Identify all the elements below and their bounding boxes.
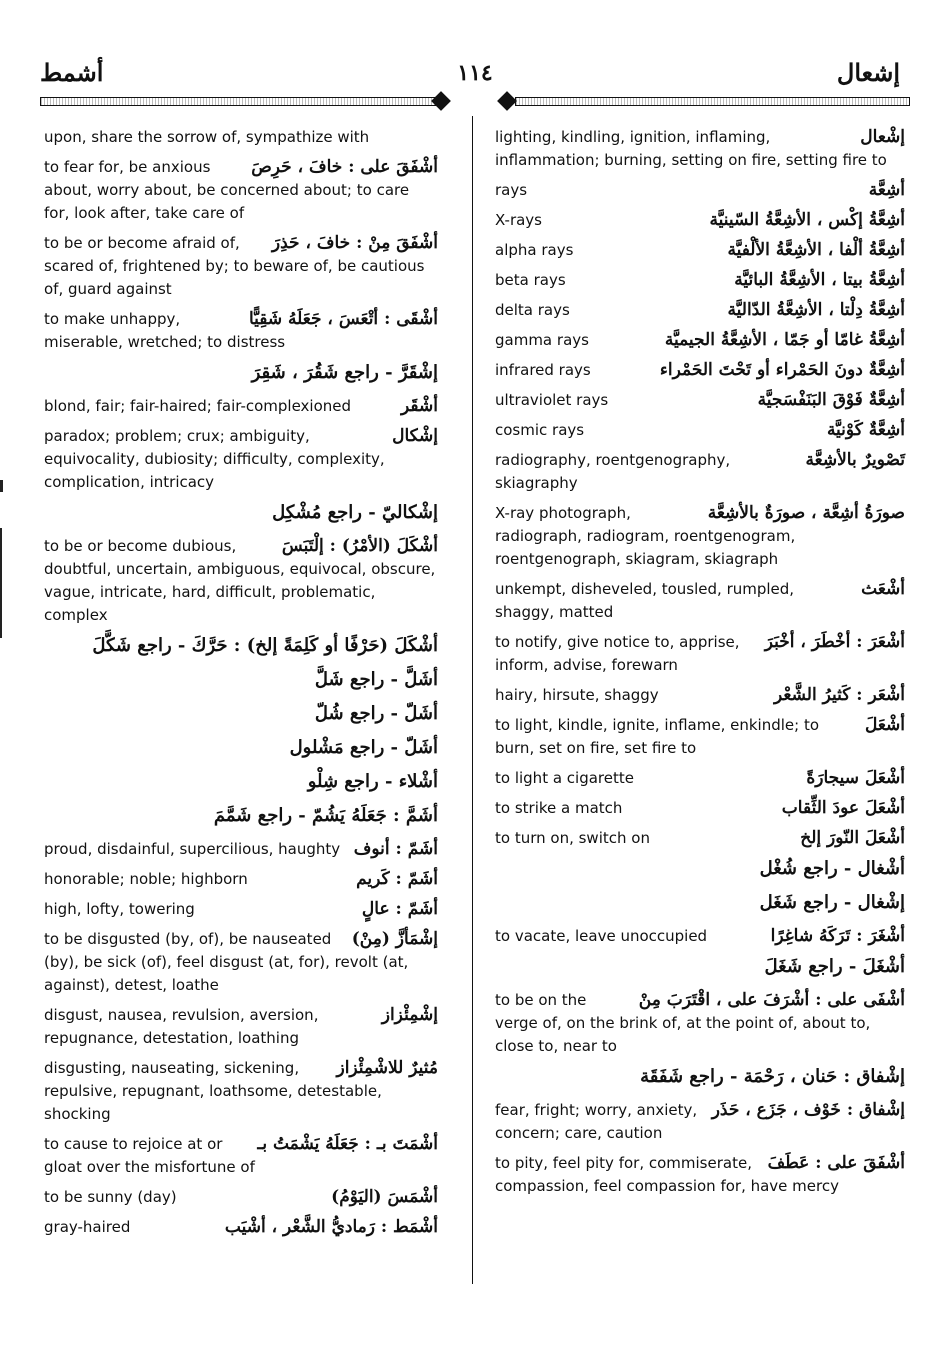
arabic-headword: أشِعَّةُ إكْس ، الأشِعَّةُ السّينيَّة [709, 210, 905, 230]
english-definition: gray-haired [44, 1218, 131, 1236]
dictionary-entry [44, 361, 438, 384]
arabic-headword: أشْعَرَ : أخْطَرَ ، أخْبَرَ [764, 632, 905, 652]
dictionary-entry [495, 299, 905, 322]
arabic-headword: أشِعَّةُ بيتا ، الأشِعَّةُ البائيَّة [734, 270, 905, 290]
english-definition: to be sunny (day) [44, 1188, 177, 1206]
arabic-headword: أشْعَلَ عودَ الثِّقاب [781, 798, 905, 818]
dictionary-entry [44, 928, 438, 997]
dictionary-entry [495, 631, 905, 677]
dictionary-entry [495, 329, 905, 352]
dictionary-entry [44, 634, 438, 657]
english-definition: to be on the verge of, on the brink of, at the point of, about to, close to, near to [495, 991, 871, 1055]
dictionary-entry [44, 898, 438, 921]
dictionary-entry [44, 1004, 438, 1050]
dictionary-entry [495, 1152, 905, 1198]
english-definition: to light, kindle, ignite, inflame, enkindle; to burn, set on fire, set fire to [495, 716, 820, 757]
arabic-headword: أشَمّ : أنوف [353, 839, 438, 859]
arabic-headword: إشْقَرَّ - راجع شَقُرَ ، شَقِرَ [251, 362, 438, 383]
dictionary-entry [495, 126, 905, 172]
english-definition: to turn on, switch on [495, 829, 650, 847]
english-definition: ultraviolet rays [495, 391, 609, 409]
dictionary-entry [495, 1099, 905, 1145]
arabic-headword: أشْفَقَ على : خافَ ، حَرِصَ [251, 157, 438, 177]
dictionary-entry [495, 827, 905, 850]
header-right-word: إشعال [836, 58, 900, 87]
dictionary-entry [495, 797, 905, 820]
arabic-headword: أشَمَّ : جَعَلَهُ يَشُمّ - راجع شَمَّمَ [213, 805, 438, 826]
diamond-ornament-left [431, 91, 451, 111]
english-definition: to notify, give notice to, apprise, inform, advise, forewarn [495, 633, 740, 674]
right-column [495, 126, 905, 1205]
english-definition: to cause to rejoice at or gloat over the misfortune of [44, 1135, 255, 1176]
english-definition: to be or become dubious, doubtful, uncertain, ambiguous, equivocal, obscure, vague, intricate, hard, difficult, problematic, complex [44, 537, 436, 624]
english-definition: high, lofty, towering [44, 900, 195, 918]
header-rule-left [40, 97, 437, 106]
arabic-headword: أشِعَّةُ دِلْتا ، الأشِعَّةُ الدّاليَّة [727, 300, 905, 320]
arabic-headword: أشْغَرَ : تَرَكَهُ شاغِرًا [770, 926, 905, 946]
dictionary-entry [44, 1057, 438, 1126]
dictionary-entry [495, 714, 905, 760]
dictionary-entry [495, 578, 905, 624]
left-column [44, 126, 438, 1246]
arabic-headword: أشِعَّةٌ كَوْنيَّة [826, 420, 905, 440]
dictionary-entry [495, 449, 905, 495]
arabic-headword: أشْفَقَ مِنْ : خافَ ، حَذِرَ [271, 233, 438, 253]
arabic-headword: أشْعَلَ النّورَ إلخ [800, 828, 905, 848]
dictionary-entry [44, 1186, 438, 1209]
dictionary-entry [44, 1216, 438, 1239]
english-definition: unkempt, disheveled, tousled, rumpled, shaggy, matted [495, 580, 795, 621]
dictionary-entry [44, 838, 438, 861]
english-definition: hairy, hirsute, shaggy [495, 686, 659, 704]
arabic-headword: أشْغَلَ - راجع شَغَلَ [764, 956, 905, 977]
english-definition: radiography, roentgenography, skiagraphy [495, 451, 731, 492]
arabic-headword: أشْمَط : رَماديُّ الشَّعْر ، أشْيَب [224, 1217, 438, 1237]
dictionary-entry [44, 868, 438, 891]
dictionary-entry [44, 1133, 438, 1179]
english-definition: fear, fright; worry, anxiety, concern; care, caution [495, 1101, 698, 1142]
dictionary-entry [44, 668, 438, 691]
dictionary-entry [44, 736, 438, 759]
dictionary-entry [44, 126, 438, 149]
dictionary-entry [495, 955, 905, 978]
arabic-headword: أشْقَر [401, 396, 438, 416]
arabic-headword: أشْعَلَ سيجارَةً [806, 768, 905, 788]
page-number: ١١٤ [457, 60, 493, 86]
arabic-headword: صورَةُ أشِعَّة ، صورَةٌ بالأشِعَّة [707, 503, 905, 523]
arabic-headword: أشْغال - راجع شُغْل [759, 858, 905, 879]
diamond-ornament-right [497, 91, 517, 111]
arabic-headword: إشْعال [860, 127, 905, 147]
dictionary-entry [44, 535, 438, 627]
dictionary-entry [44, 770, 438, 793]
english-definition: disgusting, nauseating, sickening, repulsive, repugnant, loathsome, detestable, shocking [44, 1059, 382, 1123]
english-definition: rays [495, 181, 528, 199]
arabic-headword: إشْفاق : حَنان ، رَحْمَة - راجع شَفَقَة [640, 1066, 905, 1087]
arabic-headword: مُثيرٌ للاشْمِئْزاز [336, 1058, 438, 1078]
english-definition: to be disgusted (by, of), be nauseated (by), be sick (of), feel disgust (at, for), revolt (at, against), detest, loathe [44, 930, 409, 994]
arabic-headword: أشْفَى على : أشْرَفَ على ، اقْتَرَبَ مِنْ [638, 990, 905, 1010]
arabic-headword: إشْمَأزَّ (مِنْ) [351, 929, 438, 949]
dictionary-entry [495, 239, 905, 262]
arabic-headword: أشْعَر : كَثيرُ الشَّعْر [774, 685, 905, 705]
english-definition: X-ray photograph, radiograph, radiogram, roentgenogram, roentgenograph, skiagram, skiagraph [495, 504, 796, 568]
english-definition: alpha rays [495, 241, 574, 259]
english-definition: to make unhappy, miserable, wretched; to distress [44, 310, 286, 351]
english-definition: gamma rays [495, 331, 589, 349]
dictionary-entry [44, 501, 438, 524]
arabic-headword: أشِعَّةُ غامّا أو جَمّا ، الأشِعَّةُ الجيميَّة [664, 330, 905, 350]
dictionary-entry [495, 767, 905, 790]
arabic-headword: أشْفَقَ على : عَطَفَ [767, 1153, 905, 1173]
arabic-headword: أشَمّ : كَريم [356, 869, 438, 889]
arabic-headword: أشِعَّةٌ دونَ الحَمْراء أو تَحْتَ الحَمْراء [659, 360, 905, 380]
dictionary-entry [495, 389, 905, 412]
arabic-headword: أشْقَى : أتْعَسَ ، جَعَلَهُ شَقِيًّا [248, 309, 438, 329]
arabic-headword: أشْعَلَ [864, 715, 905, 735]
dictionary-entry [495, 419, 905, 442]
dictionary-entry [44, 232, 438, 301]
arabic-headword: إشْغال - راجع شَغَل [759, 892, 905, 913]
dictionary-entry [495, 925, 905, 948]
dictionary-entry [44, 395, 438, 418]
english-definition: lighting, kindling, ignition, inflaming, inflammation; burning, setting on fire, setting fire to [495, 128, 887, 169]
english-definition: to vacate, leave unoccupied [495, 927, 708, 945]
dictionary-entry [495, 989, 905, 1058]
arabic-headword: أشَلّ - راجع مَشْلول [289, 737, 438, 758]
arabic-headword: إشْكال [392, 426, 438, 446]
dictionary-entry [495, 179, 905, 202]
english-definition: cosmic rays [495, 421, 585, 439]
column-divider [472, 116, 473, 1284]
english-definition: paradox; problem; crux; ambiguity, equivocality, dubiosity; difficulty, complexity, complication, intricacy [44, 427, 385, 491]
dictionary-entry [44, 702, 438, 725]
arabic-headword: أشِعَّة [868, 180, 905, 200]
dictionary-entry [495, 1065, 905, 1088]
english-definition: blond, fair; fair-haired; fair-complexioned [44, 397, 352, 415]
dictionary-entry [44, 425, 438, 494]
arabic-headword: إشْكاليّ - راجع مُشْكِل [272, 502, 438, 523]
english-definition: to fear for, be anxious about, worry about, be concerned about; to care for, look after, take care of [44, 158, 410, 222]
dictionary-entry [495, 684, 905, 707]
arabic-headword: أشْمَسَ (اليَوْمُ) [331, 1187, 438, 1207]
english-definition: to be or become afraid of, scared of, frightened by; to beware of, be cautious of, guard against [44, 234, 425, 298]
arabic-headword: تَصْويرٌ بالأشِعَّة [805, 450, 905, 470]
dictionary-entry [44, 804, 438, 827]
margin-mark [0, 480, 3, 492]
english-definition: beta rays [495, 271, 566, 289]
arabic-headword: إشْمِئْزاز [381, 1005, 438, 1025]
header-rule-right [515, 97, 910, 106]
arabic-headword: أشْكَلَ (الأمْرُ) : إلْتَبَسَ [281, 536, 438, 556]
dictionary-entry [44, 156, 438, 225]
arabic-headword: أشْكَلَ (حَرْفًا أو كَلِمَةً إلخ) : حَرَّكَ - راجع شَكَّلَ [92, 635, 438, 656]
english-definition: honorable; noble; highborn [44, 870, 248, 888]
dictionary-entry [495, 209, 905, 232]
english-definition: proud, disdainful, supercilious, haughty [44, 840, 341, 858]
arabic-headword: إشْفاق : خَوْف ، جَزَع ، حَذَر [711, 1100, 905, 1120]
dictionary-entry [495, 269, 905, 292]
arabic-headword: أشِعَّةٌ فَوْقَ البَنَفْسَجيَّة [757, 390, 905, 410]
dictionary-entry [495, 857, 905, 880]
arabic-headword: أشْمَتَ بـ : جَعَلَهُ يَشْمَتُ بـ [257, 1134, 438, 1154]
english-definition: upon, share the sorrow of, sympathize with [44, 128, 370, 146]
arabic-headword: أشَمّ : عالٍ [361, 899, 438, 919]
english-definition: X-rays [495, 211, 542, 229]
english-definition: to pity, feel pity for, commiserate, compassion, feel compassion for, have mercy [495, 1154, 839, 1195]
english-definition: infrared rays [495, 361, 591, 379]
dictionary-entry [495, 359, 905, 382]
header-left-word: أشمط [40, 58, 104, 87]
margin-mark [0, 528, 2, 638]
arabic-headword: أشْعَث [861, 579, 905, 599]
arabic-headword: أشِعَّةُ ألْفا ، الأشِعَّةُ الألْفيَّة [727, 240, 905, 260]
arabic-headword: أشَلَّ - راجع شَلَّ [314, 669, 438, 690]
english-definition: to light a cigarette [495, 769, 634, 787]
english-definition: disgust, nausea, revulsion, aversion, repugnance, detestation, loathing [44, 1006, 319, 1047]
arabic-headword: أشَلّ - راجع شُلّ [314, 703, 438, 724]
dictionary-entry [495, 891, 905, 914]
arabic-headword: أشْلاء - راجع شِلْو [307, 771, 438, 792]
dictionary-entry [44, 308, 438, 354]
english-definition: delta rays [495, 301, 570, 319]
english-definition: to strike a match [495, 799, 623, 817]
dictionary-entry [495, 502, 905, 571]
